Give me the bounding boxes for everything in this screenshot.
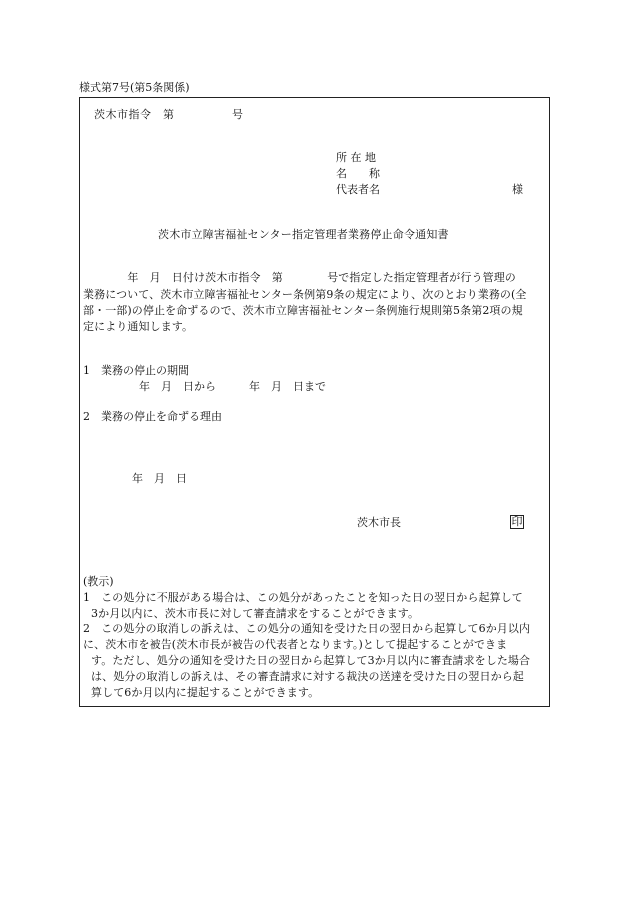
form-label: 様式第7号(第5条関係) bbox=[79, 81, 190, 94]
suspension-period-heading: 1 業務の停止の期間 bbox=[83, 364, 189, 377]
issue-date: 年 月 日 bbox=[132, 472, 187, 485]
suspension-period-value: 年 月 日から 年 月 日まで bbox=[139, 380, 326, 393]
body-text-line: 定により通知します。 bbox=[83, 320, 194, 333]
addressee-name-label: 名 称 bbox=[336, 167, 380, 180]
note-line: す。ただし、処分の通知を受けた日の翌日から起算して3か月以内に審査請求をした場合 bbox=[91, 654, 531, 667]
body-text-line: 部・一部)の停止を命ずるので、茨木市立障害福祉センター条例施行規則第5条第2項の規 bbox=[83, 304, 523, 317]
issuer-title: 茨木市長 bbox=[357, 516, 401, 529]
seal-stamp-mark: 印 bbox=[511, 515, 523, 528]
addressee-representative-label: 代表者名 bbox=[336, 183, 380, 196]
addressee-location-label: 所 在 地 bbox=[336, 151, 376, 164]
note-line: 3か月以内に、茨木市長に対して審査請求をすることができます。 bbox=[91, 607, 420, 620]
note-line: 2 この処分の取消しの訴えは、この処分の通知を受けた日の翌日から起算して6か月以内 bbox=[83, 622, 531, 635]
note-line: 1 この処分に不服がある場合は、この処分があったことを知った日の翌日から起算して bbox=[83, 591, 523, 604]
notes-title: (教示) bbox=[83, 575, 114, 588]
suspension-reason-heading: 2 業務の停止を命ずる理由 bbox=[83, 410, 222, 423]
note-line: は、処分の取消しの訴えは、その審査請求に対する裁決の送達を受けた日の翌日から起 bbox=[91, 670, 524, 683]
document-number: 茨木市指令 第 号 bbox=[94, 108, 244, 121]
document-title: 茨木市立障害福祉センター指定管理者業務停止命令通知書 bbox=[158, 228, 449, 241]
note-line: 算して6か月以内に提起することができます。 bbox=[91, 686, 320, 699]
body-text-line: 業務について、茨木市立障害福祉センター条例第9条の規定により、次のとおり業務の(全 bbox=[83, 288, 527, 301]
note-line: に、茨木市を被告(茨木市長が被告の代表者となります。)として提起することができま bbox=[83, 638, 508, 651]
addressee-honorific: 様 bbox=[512, 183, 523, 196]
body-text-line: 年 月 日付け茨木市指令 第 号で指定した指定管理者が行う管理の bbox=[83, 271, 516, 284]
